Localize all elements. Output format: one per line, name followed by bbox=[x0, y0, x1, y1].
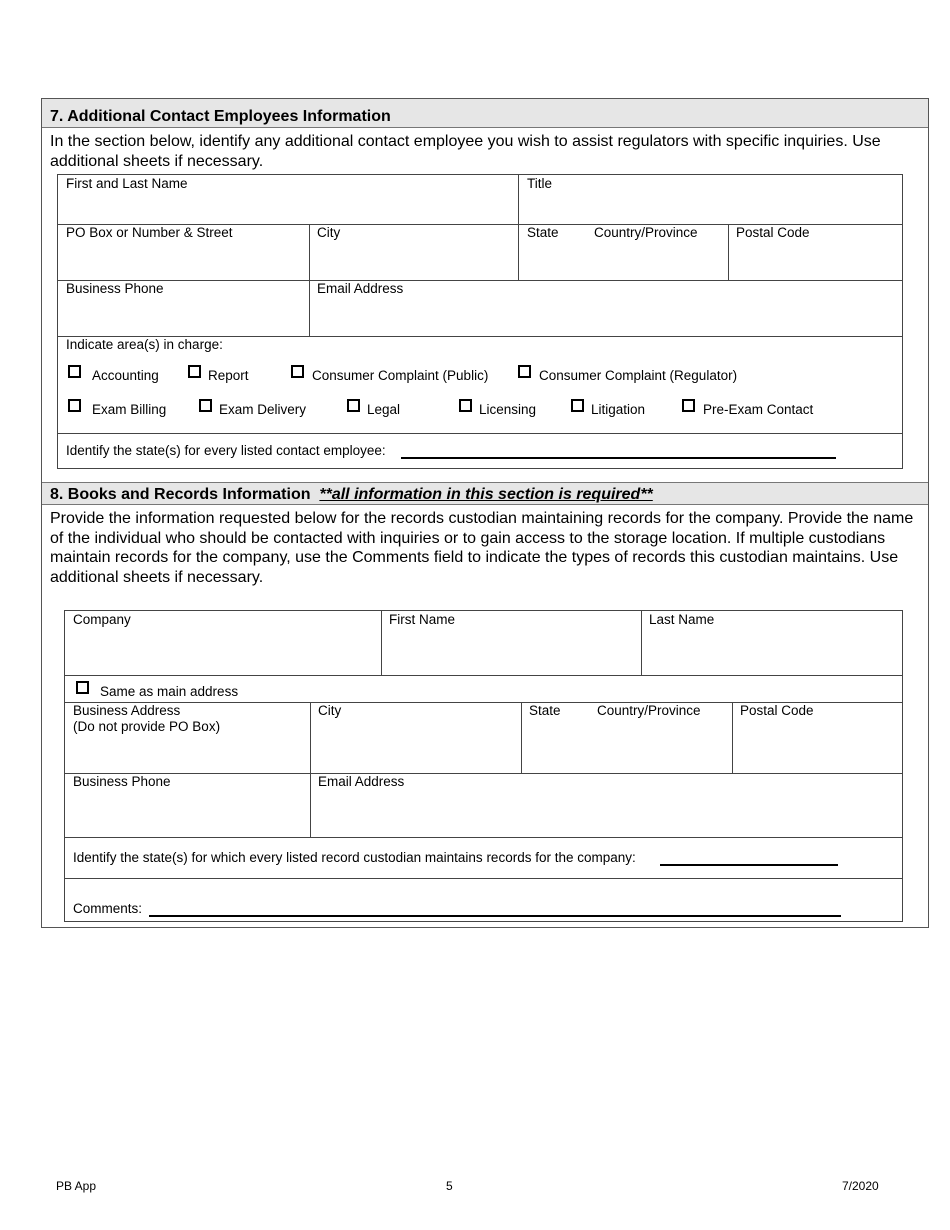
custodian-email-field[interactable]: Email Address bbox=[318, 774, 405, 789]
licensing-checkbox[interactable] bbox=[459, 399, 472, 412]
comments-input[interactable] bbox=[149, 915, 841, 917]
city-field[interactable]: City bbox=[317, 225, 341, 240]
legal-label: Legal bbox=[367, 402, 401, 417]
consumer-complaint-regulator-label: Consumer Complaint (Regulator) bbox=[539, 368, 738, 383]
accounting-label: Accounting bbox=[92, 368, 159, 383]
litigation-label: Litigation bbox=[591, 402, 646, 417]
contact-employee-box bbox=[57, 174, 903, 469]
same-as-main-label: Same as main address bbox=[100, 684, 239, 699]
custodian-state-field[interactable]: State bbox=[529, 703, 561, 718]
street-field[interactable]: PO Box or Number & Street bbox=[66, 225, 233, 240]
first-name-field[interactable]: First Name bbox=[389, 612, 456, 627]
custodian-phone-field[interactable]: Business Phone bbox=[73, 774, 171, 789]
required-note: **all information in this section is required** bbox=[319, 486, 653, 503]
exam-delivery-label: Exam Delivery bbox=[219, 402, 307, 417]
email-field[interactable]: Email Address bbox=[317, 281, 404, 296]
section-7-heading: 7. Additional Contact Employees Information bbox=[42, 99, 928, 128]
consumer-complaint-public-checkbox[interactable] bbox=[291, 365, 304, 378]
licensing-label: Licensing bbox=[479, 402, 537, 417]
section-8-intro: Provide the information requested below for the records custodian maintaining records for the company. Provide the name of the individual who should be contacted with inquiries or to gain access to the storage location. If multiple custodians maintain records for the company, use the Comments field to indicate the types of records this custodian maintains. Use additional sheets if necessary. bbox=[50, 510, 914, 586]
company-field[interactable]: Company bbox=[73, 612, 131, 627]
footer-page-number: 5 bbox=[446, 1179, 453, 1193]
consumer-complaint-public-label: Consumer Complaint (Public) bbox=[312, 368, 489, 383]
custodian-city-field[interactable]: City bbox=[318, 703, 342, 718]
no-po-box-note: (Do not provide PO Box) bbox=[73, 719, 221, 734]
consumer-complaint-regulator-checkbox[interactable] bbox=[518, 365, 531, 378]
section-7-intro: In the section below, identify any additional contact employee you wish to assist regulators with specific inquiries. Use additional sheets if necessary. bbox=[50, 133, 881, 170]
contact-states-label: Identify the state(s) for every listed contact employee: bbox=[66, 443, 386, 458]
same-as-main-checkbox[interactable] bbox=[76, 681, 89, 694]
postal-code-field[interactable]: Postal Code bbox=[736, 225, 810, 240]
pre-exam-contact-label: Pre-Exam Contact bbox=[703, 402, 814, 417]
section-8-heading: 8. Books and Records Information **all information in this section is required** bbox=[42, 482, 928, 505]
form-frame bbox=[41, 98, 929, 928]
custodian-states-label: Identify the state(s) for which every listed record custodian maintains records for the company: bbox=[73, 850, 636, 865]
exam-billing-label: Exam Billing bbox=[92, 402, 167, 417]
country-field[interactable]: Country/Province bbox=[594, 225, 698, 240]
custodian-postal-field[interactable]: Postal Code bbox=[740, 703, 814, 718]
contact-states-input[interactable] bbox=[401, 457, 836, 459]
custodian-country-field[interactable]: Country/Province bbox=[597, 703, 701, 718]
exam-billing-checkbox[interactable] bbox=[68, 399, 81, 412]
exam-delivery-checkbox[interactable] bbox=[199, 399, 212, 412]
legal-checkbox[interactable] bbox=[347, 399, 360, 412]
litigation-checkbox[interactable] bbox=[571, 399, 584, 412]
report-checkbox[interactable] bbox=[188, 365, 201, 378]
business-phone-field[interactable]: Business Phone bbox=[66, 281, 164, 296]
accounting-checkbox[interactable] bbox=[68, 365, 81, 378]
first-last-name-field[interactable]: First and Last Name bbox=[66, 176, 188, 191]
last-name-field[interactable]: Last Name bbox=[649, 612, 715, 627]
records-custodian-box bbox=[64, 610, 903, 922]
state-field[interactable]: State bbox=[527, 225, 559, 240]
footer-date: 7/2020 bbox=[842, 1179, 879, 1193]
business-address-field[interactable]: Business Address bbox=[73, 703, 181, 718]
custodian-states-input[interactable] bbox=[660, 864, 838, 866]
areas-label: Indicate area(s) in charge: bbox=[66, 337, 223, 352]
footer-form-name: PB App bbox=[56, 1179, 97, 1193]
comments-label: Comments: bbox=[73, 901, 143, 916]
pre-exam-contact-checkbox[interactable] bbox=[682, 399, 695, 412]
title-field[interactable]: Title bbox=[527, 176, 553, 191]
report-label: Report bbox=[208, 368, 249, 383]
